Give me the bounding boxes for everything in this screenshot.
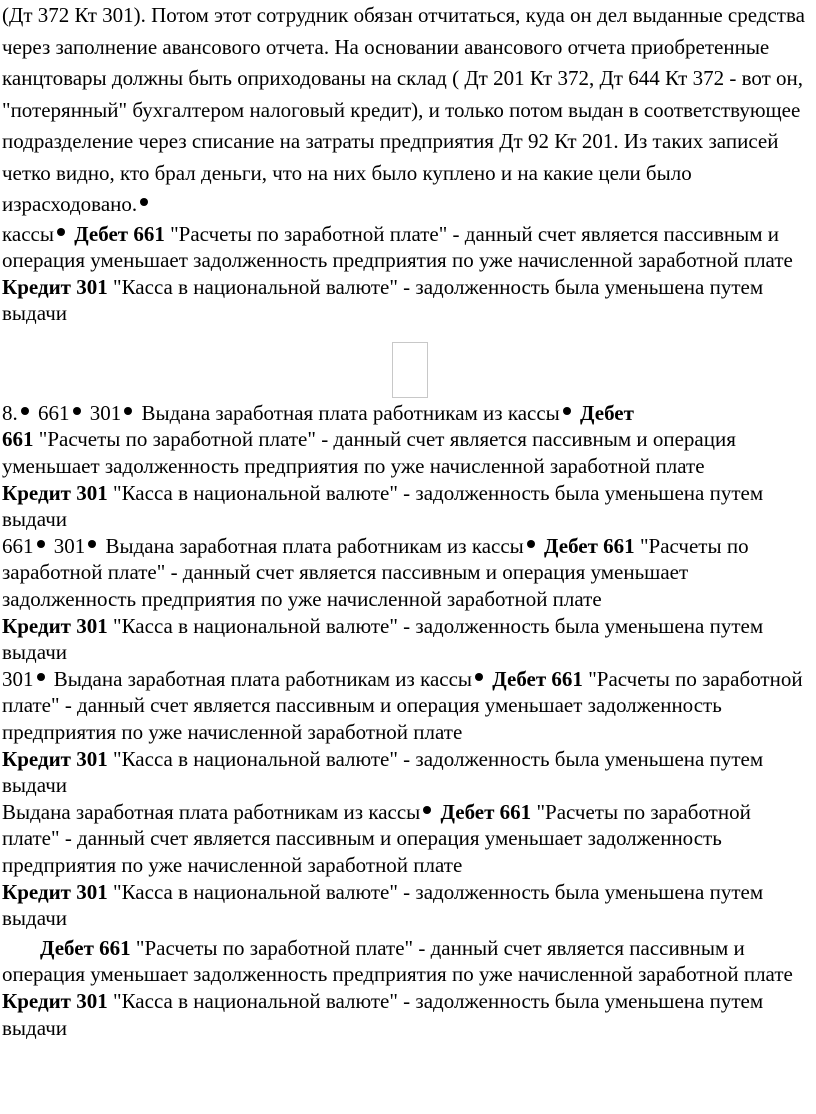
debit-label: Дебет 661	[492, 666, 583, 691]
row-description: Выдана заработная плата работникам из кассы	[2, 799, 421, 824]
credit-label: Кредит 301	[2, 480, 108, 505]
debit-label: Дебет 661	[440, 799, 532, 824]
account-301: 301	[89, 400, 122, 425]
account-301: 301	[53, 533, 86, 558]
debit-label: Дебет 661	[74, 221, 165, 246]
entry-block-8	[2, 400, 812, 533]
bullet-icon	[88, 540, 96, 548]
bullet-icon	[37, 673, 45, 681]
credit-label: Кредит 301	[2, 274, 108, 299]
bullet-icon	[563, 407, 571, 415]
account-661: 661	[2, 533, 34, 558]
row-description: Выдана заработная плата работникам из кассы	[141, 400, 560, 425]
debit-text: "Расчеты по заработной плате" - данный счет является пассивным и операция уменьшает задолженность предприятия по уже начисленной заработной плате	[2, 799, 751, 877]
account-661: 661	[38, 400, 70, 425]
debit-text: "Расчеты по заработной плате" - данный счет является пассивным и операция уменьшает задолженность предприятия по уже начисленной заработной плате	[2, 935, 793, 987]
bullet-icon	[37, 540, 45, 548]
bullet-icon	[475, 673, 483, 681]
entry-block-a	[2, 533, 812, 666]
entry-block-d	[2, 935, 812, 1041]
credit-text: "Касса в национальной валюте" - задолженность была уменьшена путем выдачи	[2, 274, 764, 326]
credit-text: "Касса в национальной валюте" - задолженность была уменьшена путем выдачи	[2, 879, 764, 931]
debit-text: "Расчеты по заработной плате" - данный счет является пассивным и операция уменьшает задолженность предприятия по уже начисленной заработной плате	[2, 221, 793, 273]
debit-text: "Расчеты по заработной плате" - данный счет является пассивным и операция уменьшает задолженность предприятия по уже начисленной заработной плате	[2, 533, 749, 612]
bullet-icon	[73, 407, 81, 415]
debit-text: "Расчеты по заработной плате" - данный счет является пассивным и операция уменьшает задолженность предприятия по уже начисленной заработной плате	[2, 666, 803, 744]
row-description: Выдана заработная плата работникам из кассы	[53, 666, 473, 691]
bullet-icon	[140, 198, 148, 206]
kassy-text: кассы	[2, 221, 54, 246]
bullet-icon	[21, 407, 29, 415]
row-description: Выдана заработная плата работникам из кассы	[105, 533, 524, 558]
credit-label: Кредит 301	[2, 746, 108, 771]
debit-label: Дебет 661	[40, 935, 131, 960]
debit-number: 661	[2, 427, 34, 452]
credit-text: "Касса в национальной валюте" - задолженность была уменьшена путем выдачи	[2, 746, 764, 798]
image-placeholder	[392, 342, 428, 398]
bullet-icon	[527, 540, 535, 548]
debit-label: Дебет 661	[544, 533, 635, 558]
entry-block-1	[2, 221, 812, 327]
intro-paragraph	[2, 0, 812, 221]
credit-label: Кредит 301	[2, 988, 108, 1013]
credit-label: Кредит 301	[2, 613, 108, 638]
credit-text: "Касса в национальной валюте" - задолженность была уменьшена путем выдачи	[2, 480, 764, 532]
credit-label: Кредит 301	[2, 879, 108, 904]
bullet-icon	[423, 806, 431, 814]
intro-text: (Дт 372 Кт 301). Потом этот сотрудник обязан отчитаться, куда он дел выданные средства через заполнение авансового отчета. На основании авансового отчета приобретенные канцтовары должны быть оприходованы на склад ( Дт 201 Кт 372, Дт 644 Кт 372 - вот он, "потерянный" бухгалтером налоговый кредит), и только потом выдан в соответствующее подразделение через списание на затраты предприятия Дт 92 Кт 201. Из таких записей четко видно, кто брал деньги, что на них было куплено и на какие цели было израсходовано.	[2, 3, 805, 216]
account-301: 301	[2, 666, 34, 691]
bullet-icon	[57, 228, 65, 236]
row-number: 8.	[2, 400, 18, 425]
credit-text: "Касса в национальной валюте" - задолженность была уменьшена путем выдачи	[2, 613, 764, 665]
credit-text: "Касса в национальной валюте" - задолженность была уменьшена путем выдачи	[2, 988, 764, 1040]
debit-text: "Расчеты по заработной плате" - данный счет является пассивным и операция уменьшает задолженность предприятия по уже начисленной заработной плате	[2, 427, 736, 479]
entry-block-c	[2, 799, 812, 932]
bullet-icon	[124, 407, 132, 415]
entry-block-b	[2, 666, 812, 799]
debit-word: Дебет	[580, 400, 634, 425]
